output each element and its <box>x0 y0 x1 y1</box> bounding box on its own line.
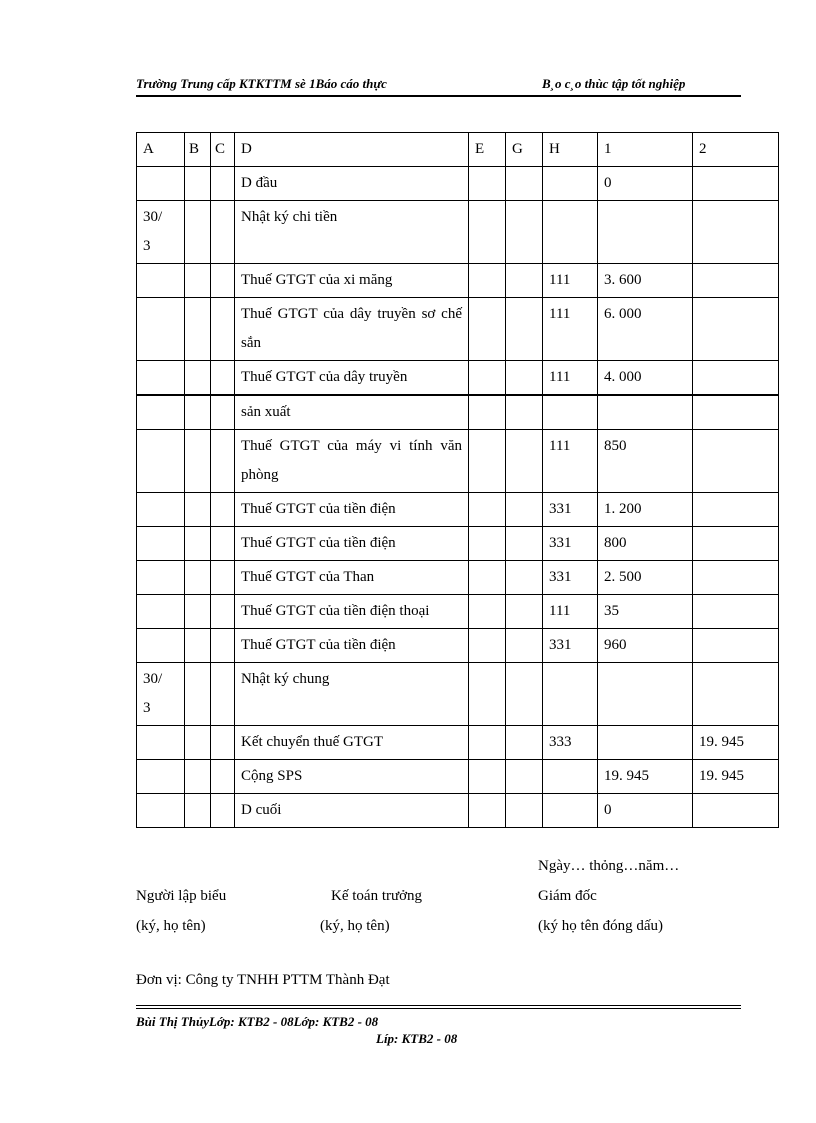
table-row <box>137 726 779 760</box>
cell-a <box>137 561 185 595</box>
cell-c2 <box>693 361 779 396</box>
cell-g <box>506 663 543 726</box>
cell-b <box>185 760 211 794</box>
cell-d: Thuế GTGT của tiền điện thoại <box>235 595 469 629</box>
cell-c2 <box>693 298 779 361</box>
table-row <box>137 663 779 726</box>
cell-a: 30/ 3 <box>137 663 185 726</box>
unit-line: Đơn vị: Công ty TNHH PTTM Thành Đạt <box>136 972 390 988</box>
cell-d: D đầu <box>235 167 469 201</box>
cell-h: 331 <box>543 527 598 561</box>
cell-h: 331 <box>543 561 598 595</box>
cell-h <box>543 395 598 430</box>
column-header: B <box>185 133 211 167</box>
cell-c1: 6. 000 <box>598 298 693 361</box>
cell-h <box>543 794 598 828</box>
cell-c1 <box>598 395 693 430</box>
cell-a <box>137 298 185 361</box>
cell-e <box>469 629 506 663</box>
cell-d: Thuế GTGT của tiền điện <box>235 527 469 561</box>
cell-c <box>211 298 235 361</box>
cell-b <box>185 726 211 760</box>
cell-g <box>506 430 543 493</box>
cell-g <box>506 595 543 629</box>
table-row <box>137 794 779 828</box>
cell-c1 <box>598 663 693 726</box>
column-header: A <box>137 133 185 167</box>
cell-a <box>137 361 185 396</box>
cell-a <box>137 629 185 663</box>
cell-b <box>185 561 211 595</box>
cell-c1 <box>598 201 693 264</box>
cell-d: Thuế GTGT của tiền điện <box>235 493 469 527</box>
cell-d: Nhật ký chi tiền <box>235 201 469 264</box>
cell-h: 111 <box>543 264 598 298</box>
cell-g <box>506 726 543 760</box>
table-row <box>137 201 779 264</box>
footer-line-2: Líp: KTB2 - 08 <box>376 1031 458 1046</box>
cell-d: Nhật ký chung <box>235 663 469 726</box>
cell-h: 111 <box>543 430 598 493</box>
cell-e <box>469 298 506 361</box>
cell-h: 331 <box>543 493 598 527</box>
cell-d: Thuế GTGT của xi măng <box>235 264 469 298</box>
cell-d: D cuối <box>235 794 469 828</box>
column-header: 2 <box>693 133 779 167</box>
preparer-note: (ký, họ tên) <box>136 918 206 934</box>
cell-a <box>137 794 185 828</box>
cell-b <box>185 663 211 726</box>
cell-c <box>211 561 235 595</box>
cell-c2 <box>693 561 779 595</box>
cell-c <box>211 361 235 396</box>
cell-c1: 3. 600 <box>598 264 693 298</box>
accountant-title: Kế toán trưởng <box>331 888 423 904</box>
cell-e <box>469 794 506 828</box>
cell-c <box>211 595 235 629</box>
cell-c2 <box>693 663 779 726</box>
cell-e <box>469 430 506 493</box>
preparer-title: Người lập biểu <box>136 888 227 904</box>
cell-g <box>506 760 543 794</box>
cell-h <box>543 167 598 201</box>
cell-b <box>185 395 211 430</box>
cell-h <box>543 663 598 726</box>
cell-a: 30/ 3 <box>137 201 185 264</box>
cell-h <box>543 201 598 264</box>
cell-g <box>506 561 543 595</box>
cell-c1: 4. 000 <box>598 361 693 396</box>
cell-c2 <box>693 629 779 663</box>
cell-d: Cộng SPS <box>235 760 469 794</box>
table-row <box>137 298 779 361</box>
cell-h: 331 <box>543 629 598 663</box>
cell-b <box>185 298 211 361</box>
cell-b <box>185 794 211 828</box>
cell-h: 111 <box>543 361 598 396</box>
cell-c <box>211 726 235 760</box>
cell-c2 <box>693 395 779 430</box>
accountant-note: (ký, họ tên) <box>320 918 390 934</box>
cell-d: Thuế GTGT của máy vi tính văn phòng <box>235 430 469 493</box>
cell-g <box>506 493 543 527</box>
cell-c2 <box>693 430 779 493</box>
cell-c2: 19. 945 <box>693 726 779 760</box>
cell-e <box>469 167 506 201</box>
cell-c1: 800 <box>598 527 693 561</box>
cell-g <box>506 395 543 430</box>
cell-c1: 19. 945 <box>598 760 693 794</box>
cell-h <box>543 760 598 794</box>
cell-e <box>469 663 506 726</box>
cell-c1: 0 <box>598 167 693 201</box>
cell-a <box>137 760 185 794</box>
date-line: Ngày… thỏng…năm… <box>538 858 680 874</box>
cell-c <box>211 760 235 794</box>
cell-a <box>137 726 185 760</box>
cell-d: Thuế GTGT của dây truyền sơ chế sắn <box>235 298 469 361</box>
cell-c1: 960 <box>598 629 693 663</box>
column-header: D <box>235 133 469 167</box>
cell-a <box>137 493 185 527</box>
cell-b <box>185 629 211 663</box>
cell-c2 <box>693 167 779 201</box>
column-header: G <box>506 133 543 167</box>
cell-b <box>185 167 211 201</box>
cell-c1: 0 <box>598 794 693 828</box>
table-header-row <box>137 133 779 167</box>
cell-b <box>185 430 211 493</box>
cell-g <box>506 527 543 561</box>
column-header: E <box>469 133 506 167</box>
cell-c <box>211 167 235 201</box>
cell-c <box>211 201 235 264</box>
cell-e <box>469 595 506 629</box>
director-title: Giám đốc <box>538 888 597 904</box>
cell-a <box>137 395 185 430</box>
cell-d: Thuế GTGT của tiền điện <box>235 629 469 663</box>
footer-line-1: Bùi Thị ThủyLớp: KTB2 - 08Lớp: KTB2 - 08 <box>136 1014 379 1029</box>
cell-c <box>211 629 235 663</box>
cell-a <box>137 167 185 201</box>
cell-c1 <box>598 726 693 760</box>
cell-b <box>185 527 211 561</box>
column-header: 1 <box>598 133 693 167</box>
cell-c <box>211 663 235 726</box>
cell-c <box>211 395 235 430</box>
cell-b <box>185 201 211 264</box>
cell-c2 <box>693 595 779 629</box>
cell-c1: 2. 500 <box>598 561 693 595</box>
cell-g <box>506 629 543 663</box>
header-right: B¸o c¸o thùc tập tốt nghiệp <box>542 76 686 91</box>
cell-b <box>185 595 211 629</box>
cell-h: 333 <box>543 726 598 760</box>
header-divider <box>136 95 741 97</box>
cell-c2 <box>693 201 779 264</box>
cell-c <box>211 527 235 561</box>
cell-a <box>137 264 185 298</box>
footer-divider-2 <box>136 1008 741 1009</box>
cell-e <box>469 760 506 794</box>
table-row <box>137 595 779 629</box>
cell-c <box>211 264 235 298</box>
cell-c2: 19. 945 <box>693 760 779 794</box>
column-header: C <box>211 133 235 167</box>
cell-d: Thuế GTGT của dây truyền <box>235 361 469 396</box>
cell-g <box>506 201 543 264</box>
cell-c1: 1. 200 <box>598 493 693 527</box>
cell-g <box>506 794 543 828</box>
cell-b <box>185 361 211 396</box>
cell-b <box>185 264 211 298</box>
director-note: (ký họ tên đóng dấu) <box>538 918 663 934</box>
cell-c2 <box>693 527 779 561</box>
cell-b <box>185 493 211 527</box>
ledger-body <box>137 167 779 828</box>
cell-c1: 35 <box>598 595 693 629</box>
table-row <box>137 264 779 298</box>
cell-e <box>469 361 506 396</box>
column-header: H <box>543 133 598 167</box>
cell-c1: 850 <box>598 430 693 493</box>
cell-a <box>137 595 185 629</box>
cell-a <box>137 527 185 561</box>
header-left: Trường Trung cấp KTKTTM sè 1Báo cáo thực <box>136 76 387 91</box>
table-row <box>137 629 779 663</box>
cell-a <box>137 430 185 493</box>
ledger-table <box>136 132 779 828</box>
table-row <box>137 395 779 430</box>
cell-c2 <box>693 264 779 298</box>
table-row <box>137 527 779 561</box>
table-row <box>137 167 779 201</box>
cell-c <box>211 430 235 493</box>
cell-g <box>506 361 543 396</box>
cell-c2 <box>693 794 779 828</box>
cell-g <box>506 167 543 201</box>
table-row <box>137 493 779 527</box>
cell-h: 111 <box>543 298 598 361</box>
cell-d: Kết chuyển thuế GTGT <box>235 726 469 760</box>
cell-d: sản xuất <box>235 395 469 430</box>
cell-g <box>506 298 543 361</box>
table-row <box>137 361 779 396</box>
cell-e <box>469 527 506 561</box>
table-row <box>137 430 779 493</box>
cell-e <box>469 201 506 264</box>
cell-h: 111 <box>543 595 598 629</box>
table-row <box>137 760 779 794</box>
cell-d: Thuế GTGT của Than <box>235 561 469 595</box>
cell-e <box>469 264 506 298</box>
table-row <box>137 561 779 595</box>
cell-e <box>469 561 506 595</box>
cell-e <box>469 493 506 527</box>
cell-g <box>506 264 543 298</box>
cell-c2 <box>693 493 779 527</box>
cell-e <box>469 395 506 430</box>
cell-c <box>211 493 235 527</box>
footer-divider-1 <box>136 1005 741 1006</box>
cell-e <box>469 726 506 760</box>
cell-c <box>211 794 235 828</box>
